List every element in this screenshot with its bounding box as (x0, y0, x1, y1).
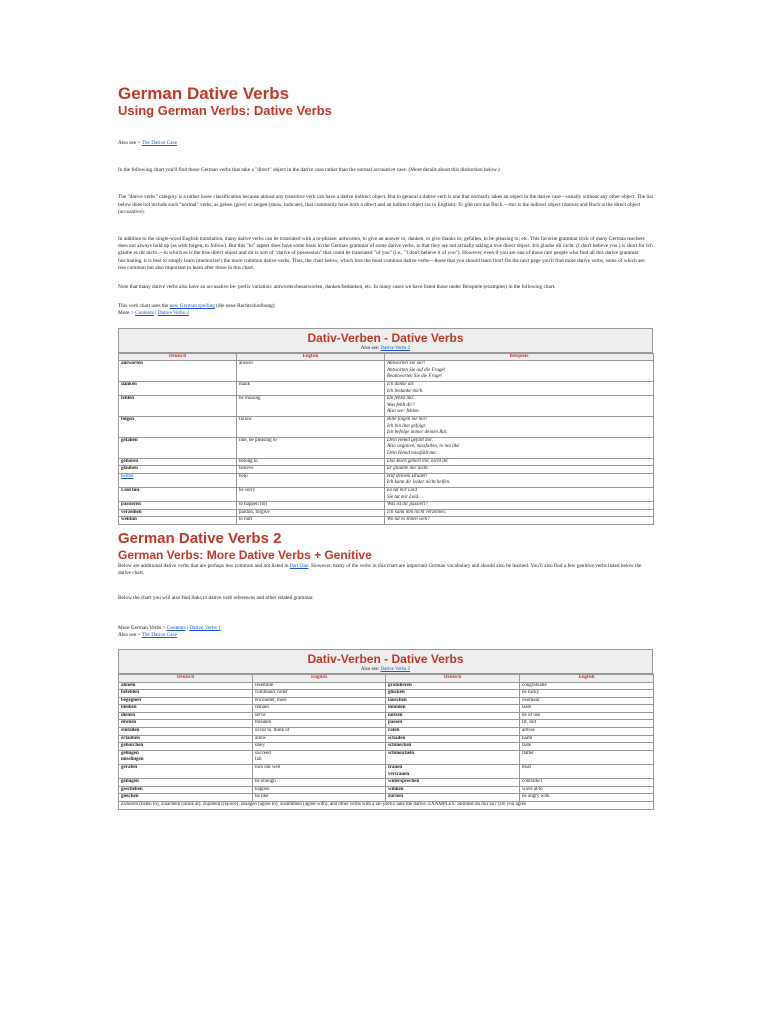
german-verb-cell: trauen vertrauen (386, 765, 520, 779)
english-cell: serve (253, 712, 386, 720)
dative-case-link-2[interactable]: The Dative Case (141, 631, 177, 638)
german-verb-cell: widersprechen (386, 779, 520, 787)
german-verb-cell: geraten (119, 765, 253, 779)
table-row (119, 502, 654, 510)
german-verb-cell: dienen (119, 712, 253, 720)
german-verb-cell: einfallen (119, 728, 253, 736)
example-cell: Du fehlst mir. Was fehlt dir? Also see: fehlen. (385, 396, 654, 417)
example-cell: Er glaubte mir nicht. (385, 466, 654, 474)
english-cell: answer (237, 361, 385, 382)
german-verb-cell: schmecken (386, 743, 520, 751)
english-cell: taste (520, 705, 654, 713)
english-cell: believe (237, 466, 385, 474)
english-cell: resemble (253, 682, 386, 690)
table-row (119, 509, 654, 517)
english-cell: flatter (520, 750, 654, 764)
more-german-verbs-links: More German Verbs > Contents | Dative Verbs 1 (118, 624, 221, 631)
column-header: Deutsch (386, 674, 520, 682)
german-verb-cell: gehorchen (119, 743, 253, 751)
german-verb-cell: verzeihen (119, 509, 237, 517)
english-cell: be enough (253, 779, 386, 787)
more-links: More > Contents | Dative Verbs 2 (118, 310, 190, 317)
example-cell: Dein Hemd gefällt mir. Also negative, missfallen, to not like Dein Hemd missfällt mir. (385, 437, 654, 458)
german-verb-cell: munden (386, 705, 520, 713)
section2-title: German Dative Verbs 2 (118, 529, 282, 547)
english-cell: threaten (253, 720, 386, 728)
table1-also-link[interactable]: Dative Verbs 2 (380, 345, 411, 351)
page-subtitle: Using German Verbs: Dative Verbs (118, 103, 332, 118)
table2-footer: Zuhören (listen to), zulächeln (smile at), zujubeln (rejoice), zusagen (agree to), zustimmen (agree with), and other verbs with a zu- prefix take the dative. EXAMPLES: Stimmst du mir zu? (Do you agree (119, 802, 654, 810)
english-cell: be missing (237, 396, 385, 417)
english-cell: be of use (520, 712, 654, 720)
german-verb-cell: passen (386, 720, 520, 728)
german-verb-cell: geschehen (119, 786, 253, 794)
table-row (119, 750, 654, 764)
links-note-paragraph: Below the chart you will also find links to dative verb references and other related grammar. (118, 595, 314, 602)
german-verb-cell: ähneln (119, 682, 253, 690)
german-verb-cell: erlauben (119, 735, 253, 743)
english-cell: contradict (520, 779, 654, 787)
new-spelling-link[interactable]: new German spelling (169, 303, 215, 310)
german-verb-cell: danken (119, 382, 237, 396)
table-footer-row (119, 802, 654, 810)
table-row (119, 437, 654, 458)
german-verb-cell: raten (386, 728, 520, 736)
table-row (119, 382, 654, 396)
german-verb-cell: schmeicheln (386, 750, 520, 764)
english-cell: follow (237, 416, 385, 437)
english-cell: advise (520, 728, 654, 736)
german-verb-cell: drohen (119, 720, 253, 728)
english-cell: encounter, meet (253, 697, 386, 705)
part-one-link[interactable]: Part One (289, 562, 309, 569)
table-row (119, 735, 654, 743)
also-see-line-2: Also see > The Dative Case (118, 631, 177, 638)
table-row (119, 743, 654, 751)
english-cell: happen (253, 786, 386, 794)
english-cell: taste (520, 743, 654, 751)
table-row (119, 712, 654, 720)
column-header: Deutsch (119, 674, 253, 682)
table2-header: Dativ-Verben - Dative Verbs Also see: Dative Verbs 2 (118, 649, 653, 674)
table-row (119, 779, 654, 787)
english-cell: be sorry (237, 487, 385, 501)
english-cell: succeed fail (253, 750, 386, 764)
example-cell: Es tut mir Leid. Sie tut mir Leid. (385, 487, 654, 501)
table-row (119, 765, 654, 779)
german-verb-cell: gefallen (119, 437, 237, 458)
table-row (119, 728, 654, 736)
english-cell: be lucky (520, 690, 654, 698)
example-cell: Was ist dir passiert? (385, 502, 654, 510)
be-prefix-paragraph: Note that many dative verbs also have an accusative be- prefix variation: antworten/beantworten, danken/bedanken, etc. In many cases we have listed those under Beispiele (examples) in the following chart. (118, 284, 556, 291)
german-verb-cell: antworten (119, 361, 237, 382)
english-cell: help (237, 473, 385, 487)
table1-title: Dativ-Verben - Dative Verbs (307, 330, 464, 345)
example-cell: Ich kann ihm nicht verzeihen. (385, 509, 654, 517)
table-row (119, 794, 654, 802)
german-verb-cell: schaden (386, 735, 520, 743)
table-row (119, 458, 654, 466)
german-verb-cell: zürnen (386, 794, 520, 802)
table-row (119, 473, 654, 487)
table-row (119, 690, 654, 698)
example-cell: Wo tut es Ihnen weh? (385, 517, 654, 525)
german-verb-cell: gehören (119, 458, 237, 466)
table-row (119, 720, 654, 728)
example-cell: Bitte folgen Sie mir! Ich bin ihm gefolgt. Ich befolge immer deinen Rat. (385, 416, 654, 437)
english-cell: congratulate (520, 682, 654, 690)
english-cell: wave at/to (520, 786, 654, 794)
table-row (119, 682, 654, 690)
dative-verbs-2-link[interactable]: Dative Verbs 2 (157, 310, 190, 317)
section2-subtitle: German Verbs: More Dative Verbs + Genitive (118, 547, 372, 562)
table2-also-link[interactable]: Dative Verbs 2 (380, 666, 411, 672)
example-cell: Das Buch gehört mir, nicht dir. (385, 458, 654, 466)
german-verb-cell: Leid tun (119, 487, 237, 501)
english-cell: harm (520, 735, 654, 743)
table-row (119, 396, 654, 417)
table-row (119, 705, 654, 713)
german-verb-cell: gleichen (119, 794, 253, 802)
dative-category-paragraph: The "dative verbs" category is a rather loose classification because almost any transitive verb can have a dative indirect object. But in general a dative verb is one that normally takes an object in the dative case—usually without any other object. The list below does not include such "normal" verbs, as geben (give) or zeigen (show, indicate), that commonly have both a direct and an indirect object (as in English): Er gibt mir das Buch.—mir is the indirect object (dative) and Buch is the direct object (accusative). (118, 194, 653, 215)
dative-verbs-1-link[interactable]: Dative Verbs 1 (189, 624, 221, 631)
english-cell: trust (520, 765, 654, 779)
english-cell: thank (237, 382, 385, 396)
english-cell: be like (253, 794, 386, 802)
german-verb-cell: lauschen (386, 697, 520, 705)
english-cell: occur to, think of (253, 728, 386, 736)
example-cell: Hilf deinem Bruder! Ich kann dir leider nicht helfen. (385, 473, 654, 487)
german-verb-cell: glauben (119, 466, 237, 474)
column-header: English (237, 353, 385, 361)
english-cell: turn out well (253, 765, 386, 779)
german-verb-cell[interactable]: helfen (119, 473, 237, 487)
english-cell: belong to (237, 458, 385, 466)
dative-verbs-table (118, 353, 654, 525)
also-see-line: Also see > The Dative Case (118, 140, 177, 146)
column-header: English (520, 674, 654, 682)
table-row (119, 786, 654, 794)
german-verb-cell: wehtun (119, 517, 237, 525)
contents-link-2[interactable]: Contents (166, 624, 186, 631)
intro-paragraph: In the following chart you'll find those German verbs that take a "direct" object in the dative case rather than the normal accusative case. (More details about this distinction below.) (118, 167, 500, 174)
example-cell: Antworten Sie mir! Antworten Sie auf die Frage! Beantworten Sie die Frage! (385, 361, 654, 382)
german-verb-cell: gratulieren (386, 682, 520, 690)
english-cell: to happen (to) (237, 502, 385, 510)
german-verb-cell: begegnen (119, 697, 253, 705)
english-cell: obey (253, 743, 386, 751)
table2-title: Dativ-Verben - Dative Verbs (307, 651, 464, 666)
english-cell: allow (253, 735, 386, 743)
page (118, 84, 653, 810)
column-header: Beispiele (385, 353, 654, 361)
english-cell: fit, suit (520, 720, 654, 728)
table-row (119, 697, 654, 705)
german-verb-cell: winken (386, 786, 520, 794)
german-verb-cell: passieren (119, 502, 237, 510)
english-cell: to hurt (237, 517, 385, 525)
german-verb-cell: gelingen misslingen (119, 750, 253, 764)
column-header: Deutsch (119, 353, 237, 361)
german-verb-cell: folgen (119, 416, 237, 437)
table-row (119, 517, 654, 525)
translation-paragraph: In addition to the single-word English translation, many dative verbs can be translated with a to-phrase: antworten, to give an answer to; danken, to give thanks to; gefallen, to be pleasing to; etc. This favorite grammar trick of many German teachers does not always hold up (as with folgen, to follow). But this "to" aspect does have some basis in the German grammar of some dative verbs, in that they are not actually taking a true direct object. Ich glaube dir nicht. (I don't believe you.) is short for Ich glaube es dir nicht.—in which es is the true direct object and dir is sort of "dative of possession" that could be translated "of you" (i.e., "I don't believe it of you"). However, even if you are one of those rare people who find all this dative grammar fascinating, it is best to simply learn (memorize!) the more common dative verbs. Thus, the chart below, which lists the most common dative verbs—those that you should learn first! On the next page you'll find more dative verbs, some of which are less common but also important to learn after those in this chart. (118, 236, 653, 271)
table-header-row (119, 353, 654, 361)
german-verb-cell: befehlen (119, 690, 253, 698)
more-dative-paragraph: Below are additional dative verbs that are perhaps less common and not listed in Part One. However, many of the verbs in this chart are important German vocabulary and should also be learned. You'll also find a few genitive verbs listed below the dative chart. (118, 562, 642, 577)
german-verb-cell: fehlen (119, 396, 237, 417)
german-verb-cell: bleiben (119, 705, 253, 713)
english-cell: overhear (520, 697, 654, 705)
column-header: English (253, 674, 386, 682)
english-cell: pardon, forgive (237, 509, 385, 517)
table-row (119, 416, 654, 437)
more-dative-verbs-table (118, 674, 654, 810)
german-verb-cell: nützen (386, 712, 520, 720)
table-row (119, 361, 654, 382)
spelling-note: This verb chart uses the new German spelling (die neue Rechtschreibung). (118, 303, 276, 310)
english-cell: be angry with (520, 794, 654, 802)
table1-header: Dativ-Verben - Dative Verbs Also see: Dative Verbs 2 (118, 328, 653, 353)
german-verb-cell: genügen (119, 779, 253, 787)
page-title: German Dative Verbs (118, 84, 290, 103)
table-row (119, 466, 654, 474)
dative-case-link[interactable]: The Dative Case (141, 140, 177, 146)
table-row (119, 487, 654, 501)
example-cell: Ich danke dir. Ich bedanke mich. (385, 382, 654, 396)
english-cell: remain (253, 705, 386, 713)
english-cell: command, order (253, 690, 386, 698)
contents-link[interactable]: Contents (135, 310, 154, 317)
german-verb-cell: glücken (386, 690, 520, 698)
table-header-row (119, 674, 654, 682)
english-cell: like, be pleasing to (237, 437, 385, 458)
